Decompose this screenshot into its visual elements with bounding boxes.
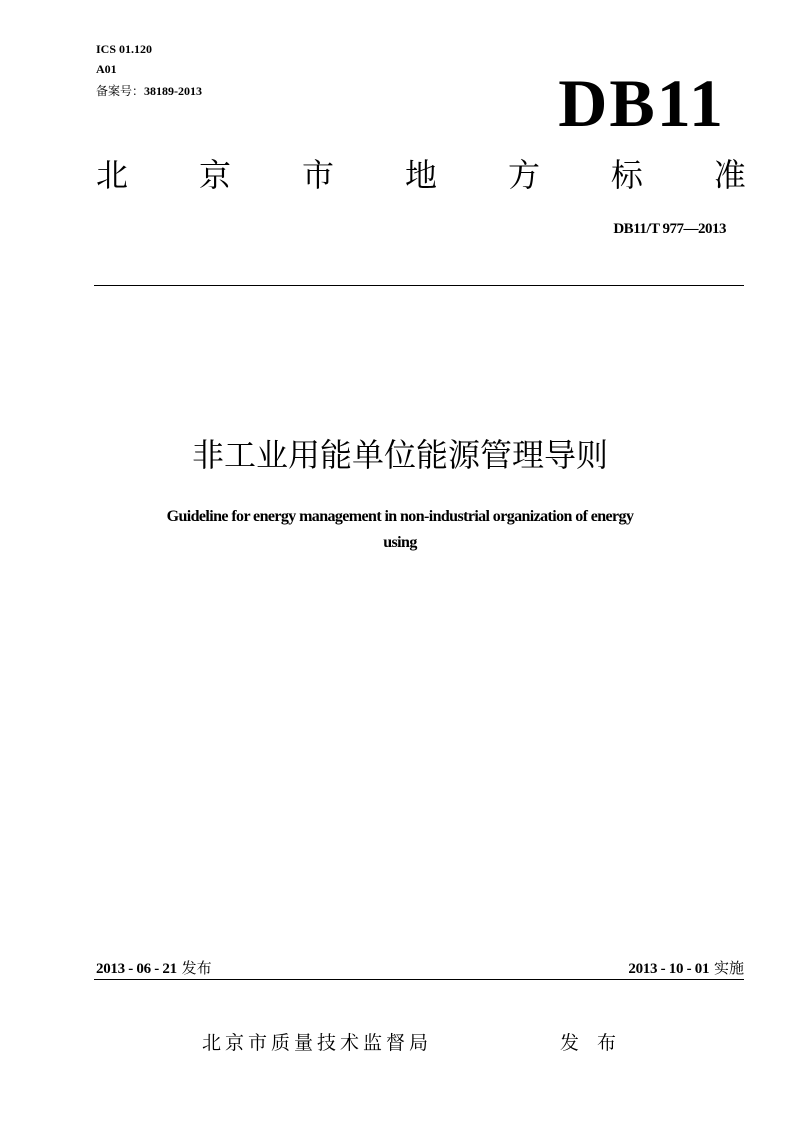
issuer-name: 北京市质量技术监督局: [202, 1032, 433, 1054]
record-number-line: [96, 84, 202, 98]
standard-type-char: 市: [301, 156, 334, 194]
title-english-line: Guideline for energy management in non-industrial organization of energy: [166, 508, 634, 525]
record-label: 备案号：: [96, 84, 145, 98]
implement-date-value: 2013 - 10 - 01: [628, 961, 710, 977]
record-number: 38189-2013: [144, 84, 203, 98]
standard-type-char: 地: [404, 156, 437, 194]
standard-type-char: 方: [507, 156, 540, 194]
header-divider: [94, 285, 744, 286]
standard-type-char: 京: [198, 156, 231, 194]
classification-code: A01: [96, 62, 117, 76]
implement-date: [628, 958, 744, 979]
title-chinese: 非工业用能单位能源管理导则: [191, 436, 608, 474]
implement-date-label: 实施: [713, 959, 744, 977]
standard-code: DB11/T 977—2013: [613, 221, 726, 237]
title-english: [60, 504, 740, 556]
db-logo: DB11: [558, 65, 725, 141]
issue-action: 发 布: [560, 1032, 623, 1054]
publish-date-label: 发布: [181, 959, 212, 977]
footer-divider: [94, 979, 744, 980]
standard-type-char: 标: [610, 156, 643, 194]
publish-date: [96, 958, 212, 979]
standard-type-char: 北: [96, 156, 129, 194]
standard-type: [96, 155, 746, 195]
ics-code: ICS 01.120: [96, 42, 153, 56]
standard-type-char: 准: [713, 156, 746, 194]
publish-date-value: 2013 - 06 - 21: [96, 961, 177, 977]
title-english-line: using: [383, 534, 417, 551]
